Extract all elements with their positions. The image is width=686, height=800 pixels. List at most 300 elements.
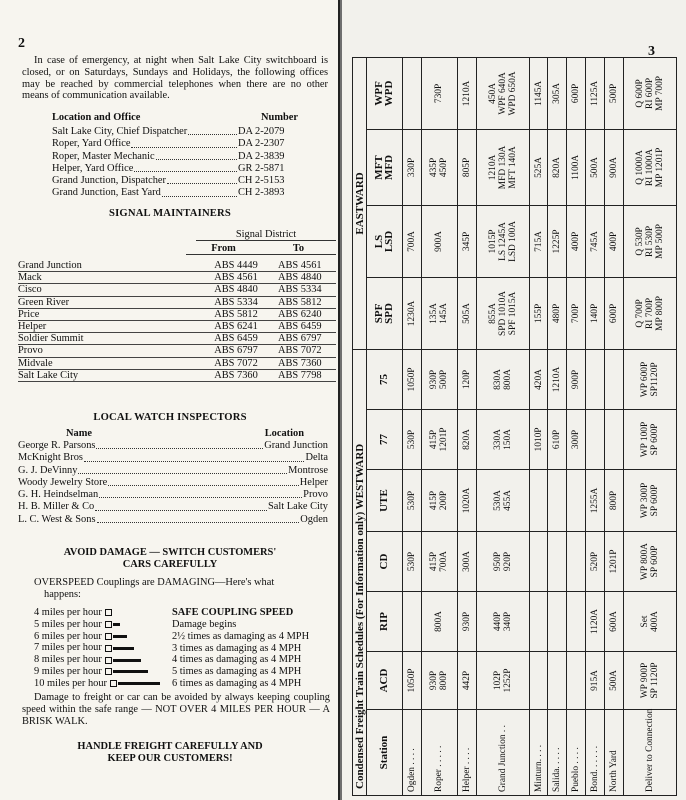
schedule-cell: 330P	[402, 129, 421, 205]
schedule-cell	[586, 349, 605, 409]
schedule-cell: 950P 920P	[476, 532, 529, 592]
signal-station: Helper	[18, 320, 47, 332]
schedule-cell: 1100A	[567, 129, 586, 205]
schedule-cell: 300A	[457, 532, 476, 592]
watch-inspector-row	[18, 489, 328, 501]
handle-line1: HANDLE FREIGHT CAREFULLY AND	[77, 741, 263, 752]
coupling-effect: Damage begins	[172, 619, 237, 630]
signal-row	[18, 321, 336, 333]
schedule-cell: 415P 700A	[421, 532, 457, 592]
schedule-cell	[604, 349, 623, 409]
schedule-cell: 505A	[457, 277, 476, 349]
column-header: SPF SPD	[367, 277, 403, 349]
speed-label: 10 miles per hour	[34, 677, 108, 689]
speed-row	[34, 666, 174, 678]
watch-inspector-location: Montrose	[288, 464, 328, 476]
speed-label: 4 miles per hour	[34, 607, 102, 618]
column-header: LS LSD	[367, 205, 403, 277]
schedule-cell: 305A	[548, 57, 567, 129]
safe-coupling-title: SAFE COUPLING SPEED	[172, 607, 294, 618]
speed-row	[34, 678, 174, 690]
overspeed-text	[34, 577, 334, 601]
schedule-row	[421, 57, 457, 795]
signal-row	[18, 370, 336, 382]
schedule-cell	[548, 470, 567, 532]
schedule-cell: 345P	[457, 205, 476, 277]
signal-to: ABS 6240	[278, 308, 322, 320]
schedule-cell	[604, 410, 623, 470]
schedule-cell	[402, 592, 421, 652]
watch-inspector-name: L. C. West & Sons	[18, 513, 96, 525]
eastward-label: EASTWARD	[353, 57, 367, 349]
speed-box-icon	[105, 609, 112, 616]
watch-inspector-row	[18, 465, 328, 477]
contact-location: Salt Lake City, Chief Dispatcher	[52, 126, 188, 137]
schedule-row	[548, 57, 567, 795]
schedule-station: Roper . . . . .	[421, 710, 457, 796]
schedule-row	[529, 57, 548, 795]
schedule-station: Minturn. . . .	[529, 710, 548, 796]
watch-header-location: Location	[264, 428, 304, 439]
schedule-cell: 520P	[586, 532, 605, 592]
contact-location: Helper, Yard Office	[52, 162, 134, 174]
schedule-cell	[567, 470, 586, 532]
watch-inspector-row	[18, 440, 328, 452]
schedule-cell	[548, 532, 567, 592]
signal-station: Mack	[18, 272, 42, 284]
contact-location: Grand Junction, Dispatcher	[52, 175, 166, 187]
schedule-cell: 1201P	[604, 532, 623, 592]
contact-row	[52, 138, 298, 150]
schedule-cell: 1230A	[402, 277, 421, 349]
column-header: Station	[367, 710, 403, 796]
schedule-cell: 435P 450P	[421, 129, 457, 205]
signal-to: ABS 7360	[278, 357, 322, 369]
signal-from: ABS 4840	[214, 284, 258, 296]
schedule-cell: 730P	[421, 57, 457, 129]
schedule-cell: 820A	[457, 410, 476, 470]
watch-inspector-name: G. J. DeVinny	[18, 464, 78, 476]
schedule-station: Helper . . . .	[457, 710, 476, 796]
schedule-cell	[529, 652, 548, 710]
overspeed-line1: OVERSPEED Couplings are DAMAGING—Here's what	[34, 577, 275, 588]
coupling-effects-list	[172, 619, 332, 690]
schedule-station: Bond. . . . . .	[586, 710, 605, 796]
schedule-cell: 400P	[604, 205, 623, 277]
watch-inspector-list	[18, 440, 328, 526]
schedule-cell: 500A	[604, 652, 623, 710]
schedule-cell: 900A	[604, 129, 623, 205]
schedule-cell: 480P	[548, 277, 567, 349]
schedule-cell: 1120A	[586, 592, 605, 652]
speed-box-icon	[105, 621, 112, 628]
column-header: CD	[367, 532, 403, 592]
watch-inspectors-title: LOCAL WATCH INSPECTORS	[93, 412, 247, 423]
coupling-effect: 5 times as damaging as 4 MPH	[172, 666, 302, 678]
schedule-cell: 915A	[586, 652, 605, 710]
speed-label: 9 miles per hour	[34, 665, 102, 677]
schedule-cell: 415P 200P	[421, 470, 457, 532]
watch-inspector-name: Woody Jewelry Store	[18, 476, 108, 488]
schedule-cell: 1050P	[402, 652, 421, 710]
watch-inspector-row	[18, 501, 328, 513]
freight-table-title: Condensed Freight Train Schedules (For Information only) WESTWARD	[353, 349, 367, 795]
schedule-row	[476, 57, 529, 795]
speed-row	[34, 619, 174, 631]
schedule-cell: 440P 340P	[476, 592, 529, 652]
schedule-cell: 900A	[421, 205, 457, 277]
signal-row	[18, 358, 336, 370]
overspeed-line2: happens:	[44, 589, 81, 600]
contact-number: GR 2-5871	[238, 162, 285, 174]
schedule-row	[623, 57, 676, 795]
signal-from: ABS 5334	[214, 296, 258, 308]
schedule-cell: 450A WPF 640A WPD 650A	[476, 57, 529, 129]
schedule-cell: 600P	[567, 57, 586, 129]
signal-spacer	[128, 272, 194, 283]
contact-row	[52, 163, 298, 175]
signal-columns-header	[186, 243, 336, 255]
contact-row	[52, 126, 298, 138]
schedule-row	[586, 57, 605, 795]
schedule-cell: 900P	[567, 349, 586, 409]
schedule-cell: 930P 500P	[421, 349, 457, 409]
schedule-cell: WP 100P SP 600P	[623, 410, 676, 470]
damage-note: Damage to freight or car can be avoided by always keeping coupling speed within the safe range — NOT OVER 4 MILES PER HOUR — A BRISK WALK.	[22, 692, 330, 727]
speed-label: 6 miles per hour	[34, 630, 102, 642]
signal-to: ABS 4840	[278, 272, 322, 284]
schedule-station: North Yard	[604, 710, 623, 796]
signal-district-header: Signal District	[196, 229, 336, 241]
coupling-effect: 3 times as damaging as 4 MPH	[172, 642, 302, 654]
column-header: MFT MFD	[367, 129, 403, 205]
signal-spacer	[128, 309, 194, 320]
contact-number: DA 2-2079	[238, 126, 285, 137]
signal-from: ABS 7360	[214, 369, 258, 381]
signal-row	[18, 297, 336, 309]
leader-dots	[156, 151, 237, 160]
watch-inspector-location: Ogden	[300, 513, 328, 525]
signal-spacer	[128, 358, 194, 369]
schedule-cell	[529, 470, 548, 532]
coupling-effect: 2½ times as damaging as 4 MPH	[172, 630, 310, 642]
speed-label: 5 miles per hour	[34, 618, 102, 630]
signal-from-header: From	[211, 243, 236, 254]
schedule-cell: 330A 150A	[476, 410, 529, 470]
contact-location: Roper, Master Mechanic	[52, 150, 155, 162]
speed-label: 7 miles per hour	[34, 642, 102, 654]
signal-to: ABS 5812	[278, 296, 322, 308]
avoid-damage-heading	[0, 547, 340, 571]
schedule-cell: 500P	[604, 57, 623, 129]
signal-row	[18, 345, 336, 357]
schedule-cell: 525A	[529, 129, 548, 205]
column-header: UTE	[367, 470, 403, 532]
schedule-cell: 805P	[457, 129, 476, 205]
signal-row	[18, 284, 336, 296]
damage-bar	[113, 635, 127, 638]
signal-from: ABS 4449	[214, 260, 258, 271]
speed-box-icon	[110, 680, 117, 687]
schedule-cell: 420A	[529, 349, 548, 409]
schedule-cell: 1015P LS 1245A LSD 100A	[476, 205, 529, 277]
contact-location: Grand Junction, East Yard	[52, 187, 161, 199]
leader-dots	[188, 126, 237, 135]
emergency-intro: In case of emergency, at night when Salt Lake City switchboard is closed, or on Saturdays, Sundays and Holidays, the following offices may be reached by commercial telephones when there are no other means of communication available.	[22, 55, 328, 102]
column-header: RIP	[367, 592, 403, 652]
leader-dots	[99, 489, 302, 498]
avoid-damage-line2: CARS CAREFULLY	[122, 559, 218, 570]
signal-to: ABS 7072	[278, 345, 322, 357]
schedule-cell: 610P	[548, 410, 567, 470]
schedule-cell: 400P	[567, 205, 586, 277]
schedule-row	[457, 57, 476, 795]
signal-station: Midvale	[18, 357, 53, 369]
leader-dots	[84, 452, 305, 461]
watch-inspector-location: Provo	[303, 489, 328, 501]
schedule-cell	[402, 57, 421, 129]
schedule-cell: 1010P	[529, 410, 548, 470]
contact-location: Roper, Yard Office	[52, 138, 131, 150]
damage-bar	[113, 623, 120, 626]
schedule-cell: 300P	[567, 410, 586, 470]
signal-from: ABS 5812	[214, 308, 258, 320]
schedule-cell: 1125A	[586, 57, 605, 129]
schedule-cell: 1210A MFD 130A MFT 140A	[476, 129, 529, 205]
coupling-effect: 4 times as damaging as 4 MPH	[172, 654, 302, 666]
contact-row	[52, 187, 298, 199]
schedule-cell: 930P 800P	[421, 652, 457, 710]
handle-line2: KEEP OUR CUSTOMERS!	[107, 753, 233, 764]
schedule-cell: 800P	[604, 470, 623, 532]
schedule-cell	[567, 652, 586, 710]
schedule-cell: WP 300P SP 600P	[623, 470, 676, 532]
contact-number: DA 2-2307	[238, 138, 285, 150]
speed-row	[34, 631, 174, 643]
contact-number: CH 2-5153	[238, 175, 285, 187]
schedule-cell: 1255A	[586, 470, 605, 532]
freight-schedule-rotated	[352, 58, 677, 796]
signal-station: Salt Lake City	[18, 369, 79, 381]
watch-inspector-row	[18, 514, 328, 526]
contact-row	[52, 151, 298, 163]
column-header: WPF WPD	[367, 57, 403, 129]
schedule-cell: 530A 455A	[476, 470, 529, 532]
schedule-cell: WP 800A SP 600P	[623, 532, 676, 592]
damage-bar	[113, 647, 134, 650]
schedule-cell: 855A SPD 1010A SPF 1015A	[476, 277, 529, 349]
speed-row	[34, 642, 174, 654]
leader-dots	[162, 187, 237, 196]
schedule-station: Ogden . . . .	[402, 710, 421, 796]
schedule-cell: 135A 145A	[421, 277, 457, 349]
left-page	[0, 0, 340, 800]
schedule-cell: 700P	[567, 277, 586, 349]
schedule-cell: 415P 1201P	[421, 410, 457, 470]
signal-row	[18, 333, 336, 345]
signal-to: ABS 6797	[278, 333, 322, 345]
watch-inspector-name: McKnight Bros	[18, 452, 83, 464]
signal-to: ABS 7798	[278, 369, 322, 381]
watch-inspector-name: H. B. Miller & Co	[18, 501, 95, 513]
handle-freight-note	[0, 741, 340, 765]
signal-row	[18, 309, 336, 321]
schedule-cell: 120P	[457, 349, 476, 409]
schedule-cell: 700A	[402, 205, 421, 277]
signal-spacer	[128, 284, 194, 295]
page-number: 2	[18, 36, 25, 51]
signal-from: ABS 4561	[214, 272, 258, 284]
signal-maintainers-table	[18, 260, 336, 382]
schedule-cell	[567, 532, 586, 592]
damage-bar	[113, 659, 141, 662]
schedule-cell	[529, 532, 548, 592]
column-header: ACD	[367, 652, 403, 710]
schedule-row	[567, 57, 586, 795]
schedule-cell: WP 900P SP 1120P	[623, 652, 676, 710]
leader-dots	[95, 501, 267, 510]
contacts-header-number: Number	[261, 112, 298, 123]
schedule-cell	[567, 592, 586, 652]
signal-station: Green River	[18, 296, 70, 308]
schedule-cell: 102P 1252P	[476, 652, 529, 710]
signal-station: Cisco	[18, 284, 42, 296]
schedule-cell: 155P	[529, 277, 548, 349]
schedule-cell: 800A	[421, 592, 457, 652]
schedule-cell: Q 530P RI 530P MP 500P	[623, 205, 676, 277]
schedule-cell: 500A	[586, 129, 605, 205]
leader-dots	[167, 175, 237, 184]
leader-dots	[131, 138, 237, 147]
coupling-effect: 6 times as damaging as 4 MPH	[172, 677, 302, 689]
schedule-cell: 600A	[604, 592, 623, 652]
schedule-cell	[548, 652, 567, 710]
schedule-station: Deliver to Connection	[623, 710, 676, 796]
watch-header-name: Name	[66, 428, 92, 439]
schedule-cell: 1050P	[402, 349, 421, 409]
schedule-cell: 140P	[586, 277, 605, 349]
speed-box-icon	[105, 657, 112, 664]
signal-row	[18, 272, 336, 284]
signal-spacer	[128, 321, 194, 332]
schedule-cell: 715A	[529, 205, 548, 277]
schedule-cell: 820A	[548, 129, 567, 205]
leader-dots	[78, 465, 287, 474]
schedule-cell: 830A 800A	[476, 349, 529, 409]
watch-inspector-location: Salt Lake City	[267, 501, 328, 513]
avoid-damage-line1: AVOID DAMAGE — SWITCH CUSTOMERS'	[63, 547, 277, 558]
contact-list	[52, 126, 298, 200]
speed-list	[34, 607, 174, 690]
schedule-cell: Q 700P RI 700P MP 800P	[623, 277, 676, 349]
schedule-row	[402, 57, 421, 795]
signal-to-header: To	[292, 243, 305, 254]
watch-inspector-location: Grand Junction	[264, 440, 328, 451]
signal-to: ABS 5334	[278, 284, 322, 296]
signal-to: ABS 6459	[278, 320, 322, 332]
watch-inspector-row	[18, 477, 328, 489]
schedule-cell: 600P	[604, 277, 623, 349]
speed-label: 8 miles per hour	[34, 654, 102, 666]
schedule-cell: Set 400A	[623, 592, 676, 652]
contacts-header-location: Location and Office	[52, 112, 141, 123]
leader-dots	[134, 163, 237, 172]
schedule-cell	[586, 410, 605, 470]
signal-to: ABS 4561	[278, 260, 322, 271]
schedule-cell: 442P	[457, 652, 476, 710]
speed-box-icon	[105, 668, 112, 675]
contact-number: DA 2-3839	[238, 150, 285, 162]
schedule-cell: Q 600P RI 600P MP 700P	[623, 57, 676, 129]
contact-number: CH 2-3893	[238, 187, 285, 199]
schedule-cell: 930P	[457, 592, 476, 652]
leader-dots	[108, 477, 299, 486]
signal-from: ABS 6797	[214, 345, 258, 357]
column-header: 77	[367, 410, 403, 470]
schedule-cell	[529, 592, 548, 652]
leader-dots	[97, 514, 300, 523]
signal-from: ABS 7072	[214, 357, 258, 369]
contact-row	[52, 175, 298, 187]
watch-inspector-name: G. H. Heindselman	[18, 489, 99, 501]
schedule-cell: Q 1000A RI 1000A MP 1201P	[623, 129, 676, 205]
speed-box-icon	[105, 633, 112, 640]
speed-row	[34, 607, 174, 619]
schedule-row	[604, 57, 623, 795]
watch-inspector-location: Delta	[305, 452, 328, 464]
column-header: 75	[367, 349, 403, 409]
signal-maintainers-title: SIGNAL MAINTAINERS	[108, 208, 232, 219]
schedule-cell: WP 600P SP1120P	[623, 349, 676, 409]
watch-inspector-location: Helper	[299, 476, 328, 488]
signal-row	[18, 260, 336, 272]
schedule-cell: 1225P	[548, 205, 567, 277]
signal-spacer	[128, 297, 194, 308]
speed-row	[34, 654, 174, 666]
signal-station: Provo	[18, 345, 43, 357]
signal-spacer	[128, 333, 194, 344]
schedule-cell: 530P	[402, 410, 421, 470]
schedule-cell: 1210A	[457, 57, 476, 129]
schedule-cell: 745A	[586, 205, 605, 277]
schedule-station: Salida. . . . .	[548, 710, 567, 796]
signal-from: ABS 6241	[214, 320, 258, 332]
leader-dots	[96, 440, 263, 449]
schedule-cell: 1210A	[548, 349, 567, 409]
contacts-header	[52, 112, 298, 123]
speed-box-icon	[105, 645, 112, 652]
schedule-station: Grand Junction . .	[476, 710, 529, 796]
signal-station: Grand Junction	[18, 260, 82, 271]
damage-bar	[118, 682, 160, 685]
watch-inspector-row	[18, 452, 328, 464]
schedule-cell: 530P	[402, 470, 421, 532]
signal-spacer	[128, 370, 194, 381]
page-number-right: 3	[648, 44, 655, 59]
signal-from: ABS 6459	[214, 333, 258, 345]
schedule-cell: 1145A	[529, 57, 548, 129]
signal-spacer	[128, 345, 194, 356]
signal-spacer	[128, 260, 194, 271]
schedule-cell: 530P	[402, 532, 421, 592]
signal-station: Soldier Summit	[18, 333, 84, 345]
damage-bar	[113, 670, 148, 673]
signal-station: Price	[18, 308, 40, 320]
watch-inspector-name: George R. Parsons	[18, 440, 96, 451]
schedule-cell	[548, 592, 567, 652]
schedule-cell: 1020A	[457, 470, 476, 532]
schedule-station: Pueblo . . . .	[567, 710, 586, 796]
